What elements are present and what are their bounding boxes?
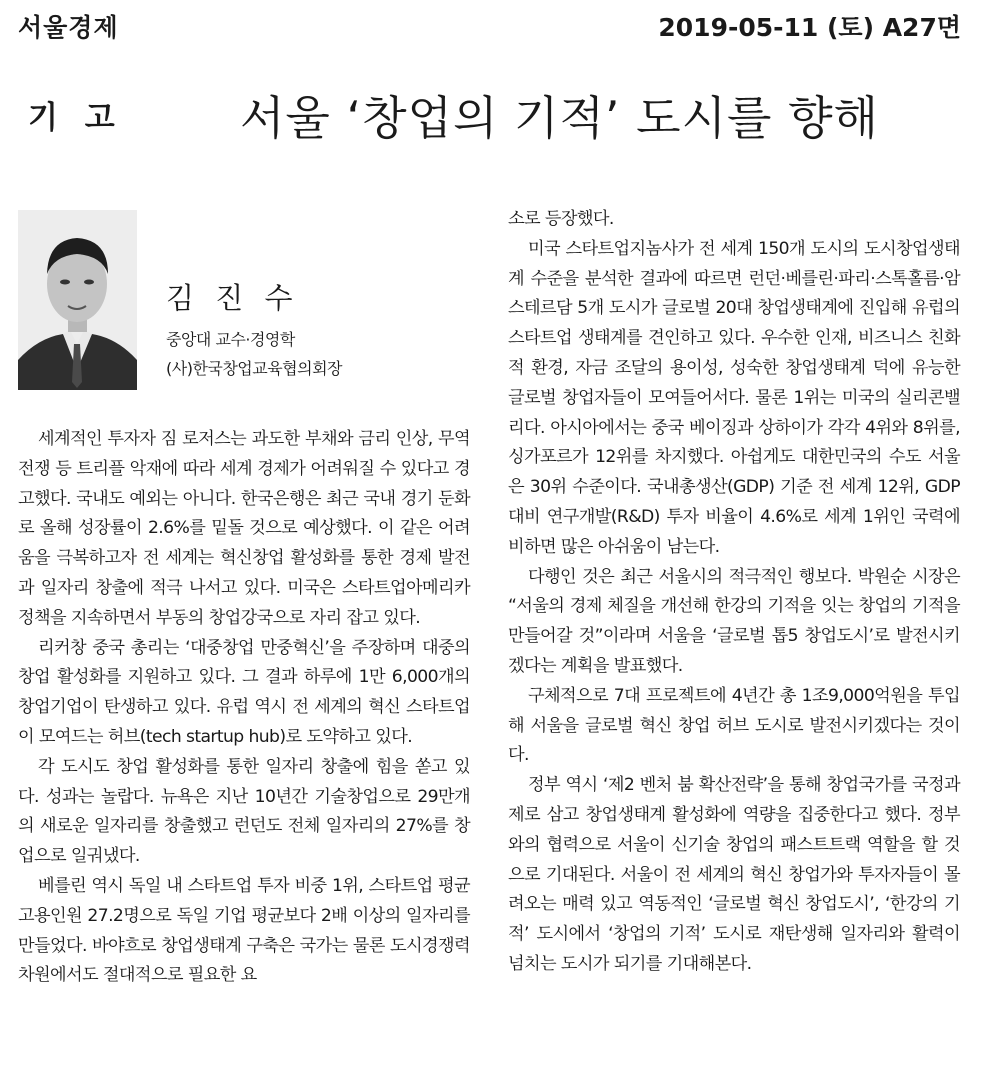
article-column-left	[18, 425, 470, 991]
headline: 서울 ‘창업의 기적’ 도시를 향해	[240, 91, 879, 145]
paragraph: 다행인 것은 최근 서울시의 적극적인 행보다. 박원순 시장은 “서울의 경제 체질을 개선해 한강의 기적을 잇는 창업의 기적을 만들어갈 것”이라며 서울을 ‘글로벌 톱5 창업도시’로 발전시키겠다는 계획을 발표했다.	[508, 566, 960, 676]
paragraph: 각 도시도 창업 활성화를 통한 일자리 창출에 힘을 쏟고 있다. 성과는 놀랍다. 뉴욕은 지난 10년간 기술창업으로 29만개의 새로운 일자리를 창출했고 런던도 전체 일자리의 27%를 창업으로 일궈냈다.	[18, 756, 470, 867]
section-label: 기 고	[28, 100, 123, 136]
article-column-right	[508, 205, 960, 980]
paragraph: 리커창 중국 총리는 ‘대중창업 만중혁신’을 주장하며 대중의 창업 활성화를 지원하고 있다. 그 결과 하루에 1만 6,000개의 창업기업이 탄생하고 있다. 유럽 역시 전 세계의 혁신 스타트업이 모여드는 허브(tech startup hub)로 도약하고 있다.	[18, 637, 470, 747]
portrait-image	[18, 210, 137, 390]
paragraph: 구체적으로 7대 프로젝트에 4년간 총 1조9,000억원을 투입해 서울을 글로벌 혁신 창업 허브 도시로 발전시키겠다는 것이다.	[508, 685, 960, 766]
author-position: (사)한국창업교육협의회장	[166, 359, 343, 378]
author-name: 김 진 수	[166, 281, 299, 315]
paragraph: 베를린 역시 독일 내 스타트업 투자 비중 1위, 스타트업 평균 고용인원 27.2명으로 독일 기업 평균보다 2배 이상의 일자리를 만들었다. 바야흐로 창업생태계 구축은 국가는 물론 도시경쟁력 차원에서도 절대적으로 필요한 요	[18, 875, 470, 986]
author-affiliation: 중앙대 교수·경영학	[166, 330, 295, 349]
paragraph: 세계적인 투자자 짐 로저스는 과도한 부채와 금리 인상, 무역전쟁 등 트리플 악재에 따라 세계 경제가 어려워질 수 있다고 경고했다. 국내도 예외는 아니다. 한국은행은 최근 국내 경기 둔화로 올해 성장률이 2.6%를 밑돌 것으로 예상했다. 이 같은 어려움을 극복하고자 전 세계는 혁신창업 활성화를 통한 경제 발전과 일자리 창출에 적극 나서고 있다. 미국은 스타트업아메리카 정책을 지속하면서 부동의 창업강국으로 자리 잡고 있다.	[18, 429, 470, 628]
paragraph: 정부 역시 ‘제2 벤처 붐 확산전략’을 통해 창업국가를 국정과제로 삼고 창업생태계 활성화에 역량을 집중한다고 했다. 정부와의 협력으로 서울이 신기술 창업의 패스트트랙 역할을 할 것으로 기대된다. 서울이 전 세계의 혁신 창업가와 투자자들이 몰려오는 매력 있고 역동적인 ‘글로벌 혁신 창업도시’, ‘한강의 기적’ 도시에서 ‘창업의 기적’ 도시로 재탄생해 일자리와 활력이 넘치는 도시가 되기를 기대해본다.	[508, 775, 960, 974]
publication-name: 서울경제	[18, 13, 119, 42]
paragraph: 소로 등장했다.	[508, 209, 614, 229]
author-photo	[18, 210, 137, 390]
dateline: 2019-05-11 (토) A27면	[658, 13, 961, 42]
paragraph: 미국 스타트업지놈사가 전 세계 150개 도시의 도시창업생태계 수준을 분석한 결과에 따르면 런던·베를린·파리·스톡홀름·암스테르담 5개 도시가 글로벌 20대 창업생태계에 진입해 유럽의 스타트업 생태계를 견인하고 있다. 우수한 인재, 비즈니스 친화적 환경, 자금 조달의 용이성, 성숙한 창업생태계 덕에 유능한 글로벌 창업자들이 모여들어서다. 물론 1위는 미국의 실리콘밸리다. 아시아에서는 중국 베이징과 상하이가 각각 4위와 8위를, 싱가포르가 12위를 차지했다. 아쉽게도 대한민국의 수도 서울은 30위 수준이다. 국내총생산(GDP) 기준 전 세계 12위, GDP 대비 연구개발(R&D) 투자 비율이 4.6%로 세계 1위인 국력에 비하면 많은 아쉬움이 남는다.	[508, 238, 960, 557]
